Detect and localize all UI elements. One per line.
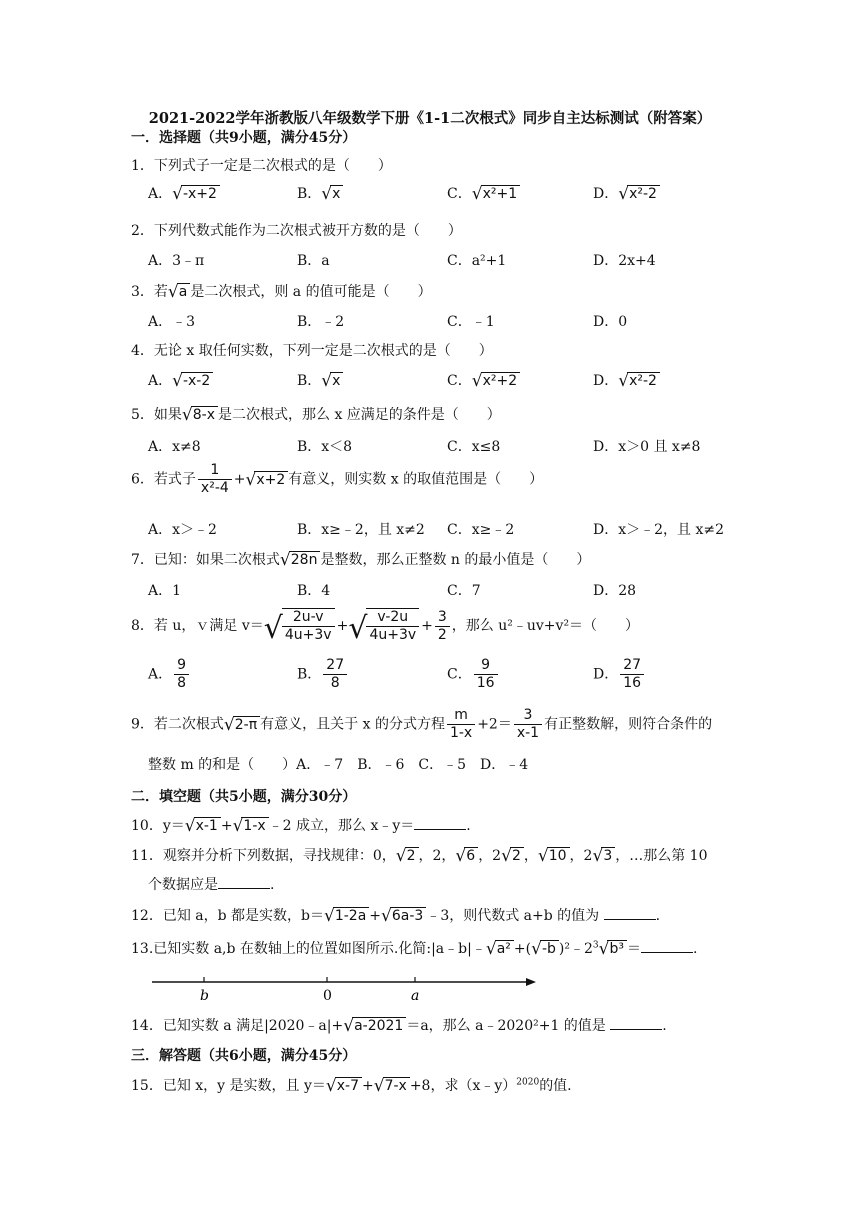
label-b: b [200, 988, 209, 1004]
option-a: A．1 [148, 583, 182, 599]
fraction: $\frac{1}{\text{x²-4}}$ [198, 462, 232, 497]
question-number: 13. [131, 941, 154, 957]
question-number: 9． [131, 716, 154, 733]
question-number: 10． [131, 818, 163, 834]
option-b: B．4 [297, 583, 331, 599]
section-heading-fill: 二．填空题（共5小题，满分30分） [131, 789, 357, 805]
question-text: 下列式子一定是二次根式的是（ ） [153, 158, 392, 174]
question-15: 15．已知 x，y 是实数，且 y＝√x-7 +√7-x +8，求（x﹣y）$^{2020}$的值. [131, 1076, 572, 1096]
label-zero: 0 [323, 988, 332, 1004]
question-1 [131, 155, 860, 175]
radicand: x²-2 [627, 185, 660, 202]
option-d: D． $\frac{27}{16}$ [593, 657, 646, 692]
fraction: $\frac{3}{x-1}$ [514, 707, 542, 742]
option-c: C．7 [447, 583, 481, 599]
radicand: x [330, 185, 343, 202]
question-12: 12．已知 a，b 都是实数，b＝√1-2a +√6a-3 ﹣3，则代数式 a+b 的值为 . [131, 906, 661, 926]
question-number: 7． [131, 552, 154, 568]
question-14: 14．已知实数 a 满足|2020﹣a|+√a-2021 ＝a，那么 a﹣2020²+1 的值是 . [131, 1016, 667, 1036]
question-number: 6． [131, 471, 154, 488]
option-c: C． $\frac{9}{16}$ [447, 657, 500, 692]
question-9-line2: 整数 m 的和是（ ）A．﹣7 B．﹣6 C．﹣5 D．﹣4 [148, 757, 529, 773]
option-b: B．√x [297, 183, 343, 204]
question-10: 10．y＝√x-1 +√1-x ﹣2 成立，那么 x﹣y＝ . [131, 816, 471, 836]
question-number: 2． [131, 223, 154, 239]
section-heading-solve: 三．解答题（共6小题，满分45分） [131, 1048, 357, 1064]
question-number: 4． [131, 343, 154, 359]
option-d: D．x＞﹣2，且 x≠2 [593, 522, 725, 538]
question-2 [131, 220, 860, 240]
question-11: 11．观察并分析下列数据，寻找规律：0，√2 ，2，√6 ，2√2 ，√10 ，2√3 ，…那么第 10 [131, 846, 708, 866]
question-number: 12． [131, 908, 163, 924]
radicand: x²+1 [481, 185, 521, 202]
radicand: 8-x [191, 406, 218, 423]
option-c: C．a²+1 [447, 253, 507, 269]
option-a: A．﹣3 [148, 314, 196, 330]
radicand: -x-2 [181, 372, 213, 389]
option-d: D．0 [593, 314, 628, 330]
option-d: D．√x²-2 [593, 183, 660, 204]
radicand: 28n [289, 551, 321, 568]
option-c: C．﹣1 [447, 314, 495, 330]
question-9: 9．若二次根式√2-π 有意义，且关于 x 的分式方程 $\frac{m}{1-x}$ +2＝ $\frac{3}{x-1}$ 有正整数解，则符合条件的 [131, 707, 713, 741]
question-6: 6．若式子 $\frac{1}{\text{x²-4}}$ +√x+2 有意义，则实数 x 的取值范围是（ ） [131, 462, 544, 496]
option-a: A． $\frac{9}{8}$ [148, 657, 191, 692]
option-b: B．a [297, 253, 330, 269]
radicand: x+2 [254, 471, 288, 488]
question-number: 8． [131, 618, 154, 634]
option-b: B．x≥﹣2，且 x≠2 [297, 522, 425, 538]
arrow-icon [526, 978, 536, 986]
fraction: $\frac{3}{2}$ [435, 609, 450, 644]
option-c: C．√x²+2 [447, 370, 520, 391]
radicand: -x+2 [181, 185, 220, 202]
option-d: D．x＞0 且 x≠8 [593, 439, 701, 455]
option-a: A．3﹣π [148, 253, 205, 269]
question-5: 5．如果√8-x 是二次根式，那么 x 应满足的条件是（ ） [131, 405, 501, 425]
question-number: 3． [131, 284, 154, 300]
question-7: 7．已知：如果二次根式√28n 是整数，那么正整数 n 的最小值是（ ） [131, 550, 591, 570]
number-line-figure [148, 970, 548, 1006]
question-8: 8．若 u，ｖ满足 v＝√ $\frac{2u-v}{4u+3v}$ +√ $\frac{v-2u}{4u+3v}$ + $\frac{3}{2}$ ，那么 u²﹣uv+v²＝（ ） [131, 608, 640, 646]
radicand: 2-π [233, 716, 260, 733]
option-c: C．√x²+1 [447, 183, 520, 204]
question-text: 下列代数式能作为二次根式被开方数的是（ ） [153, 223, 462, 239]
option-c: C．x≤8 [447, 439, 501, 455]
question-3: 3．若√a 是二次根式，则 a 的值可能是（ ） [131, 282, 432, 302]
radicand: x [330, 372, 343, 389]
page-title: 2021-2022学年浙教版八年级数学下册《1-1二次根式》同步自主达标测试（附答案） [148, 110, 712, 127]
option-a: A．x＞﹣2 [148, 522, 217, 538]
option-a: A．√-x-2 [148, 370, 213, 391]
question-number: 14． [131, 1018, 163, 1034]
question-4 [131, 340, 860, 360]
option-a: A．√-x+2 [148, 183, 220, 204]
answer-blank[interactable] [641, 940, 693, 953]
question-number: 11． [131, 848, 163, 864]
option-a: A．x≠8 [148, 439, 201, 455]
option-b: B．﹣2 [297, 314, 345, 330]
question-number: 15． [131, 1078, 163, 1094]
fraction: $\frac{v-2u}{4u+3v}$ [366, 608, 419, 644]
label-a: a [411, 988, 420, 1004]
option-b: B． $\frac{27}{8}$ [297, 657, 349, 692]
option-d: D．2x+4 [593, 253, 656, 269]
question-number: 1． [131, 158, 154, 174]
answer-blank[interactable] [218, 876, 270, 889]
answer-blank[interactable] [414, 817, 466, 830]
fraction: $\frac{2u-v}{4u+3v}$ [282, 608, 335, 644]
radicand: x²-2 [627, 372, 660, 389]
option-d: D．28 [593, 583, 637, 599]
radicand: x²+2 [481, 372, 521, 389]
section-heading-choice: 一．选择题（共9小题，满分45分） [131, 130, 357, 146]
option-b: B．√x [297, 370, 343, 391]
question-13: 13.已知实数 a,b 在数轴上的位置如图所示.化简:|a﹣b|﹣√a² +(√-b )$^2﹣2^3√b^3$ ＝ . [131, 939, 698, 959]
answer-blank[interactable] [604, 907, 656, 920]
fraction: $\frac{m}{1-x}$ [447, 707, 475, 742]
question-number: 5． [131, 407, 154, 423]
option-c: C．x≥﹣2 [447, 522, 515, 538]
question-11-line2: 个数据应是 . [148, 877, 275, 893]
answer-blank[interactable] [610, 1017, 662, 1030]
question-text: 无论 x 取任何实数，下列一定是二次根式的是（ ） [153, 343, 493, 359]
option-d: D．√x²-2 [593, 370, 660, 391]
option-b: B．x＜8 [297, 439, 353, 455]
radicand: a [177, 283, 191, 300]
